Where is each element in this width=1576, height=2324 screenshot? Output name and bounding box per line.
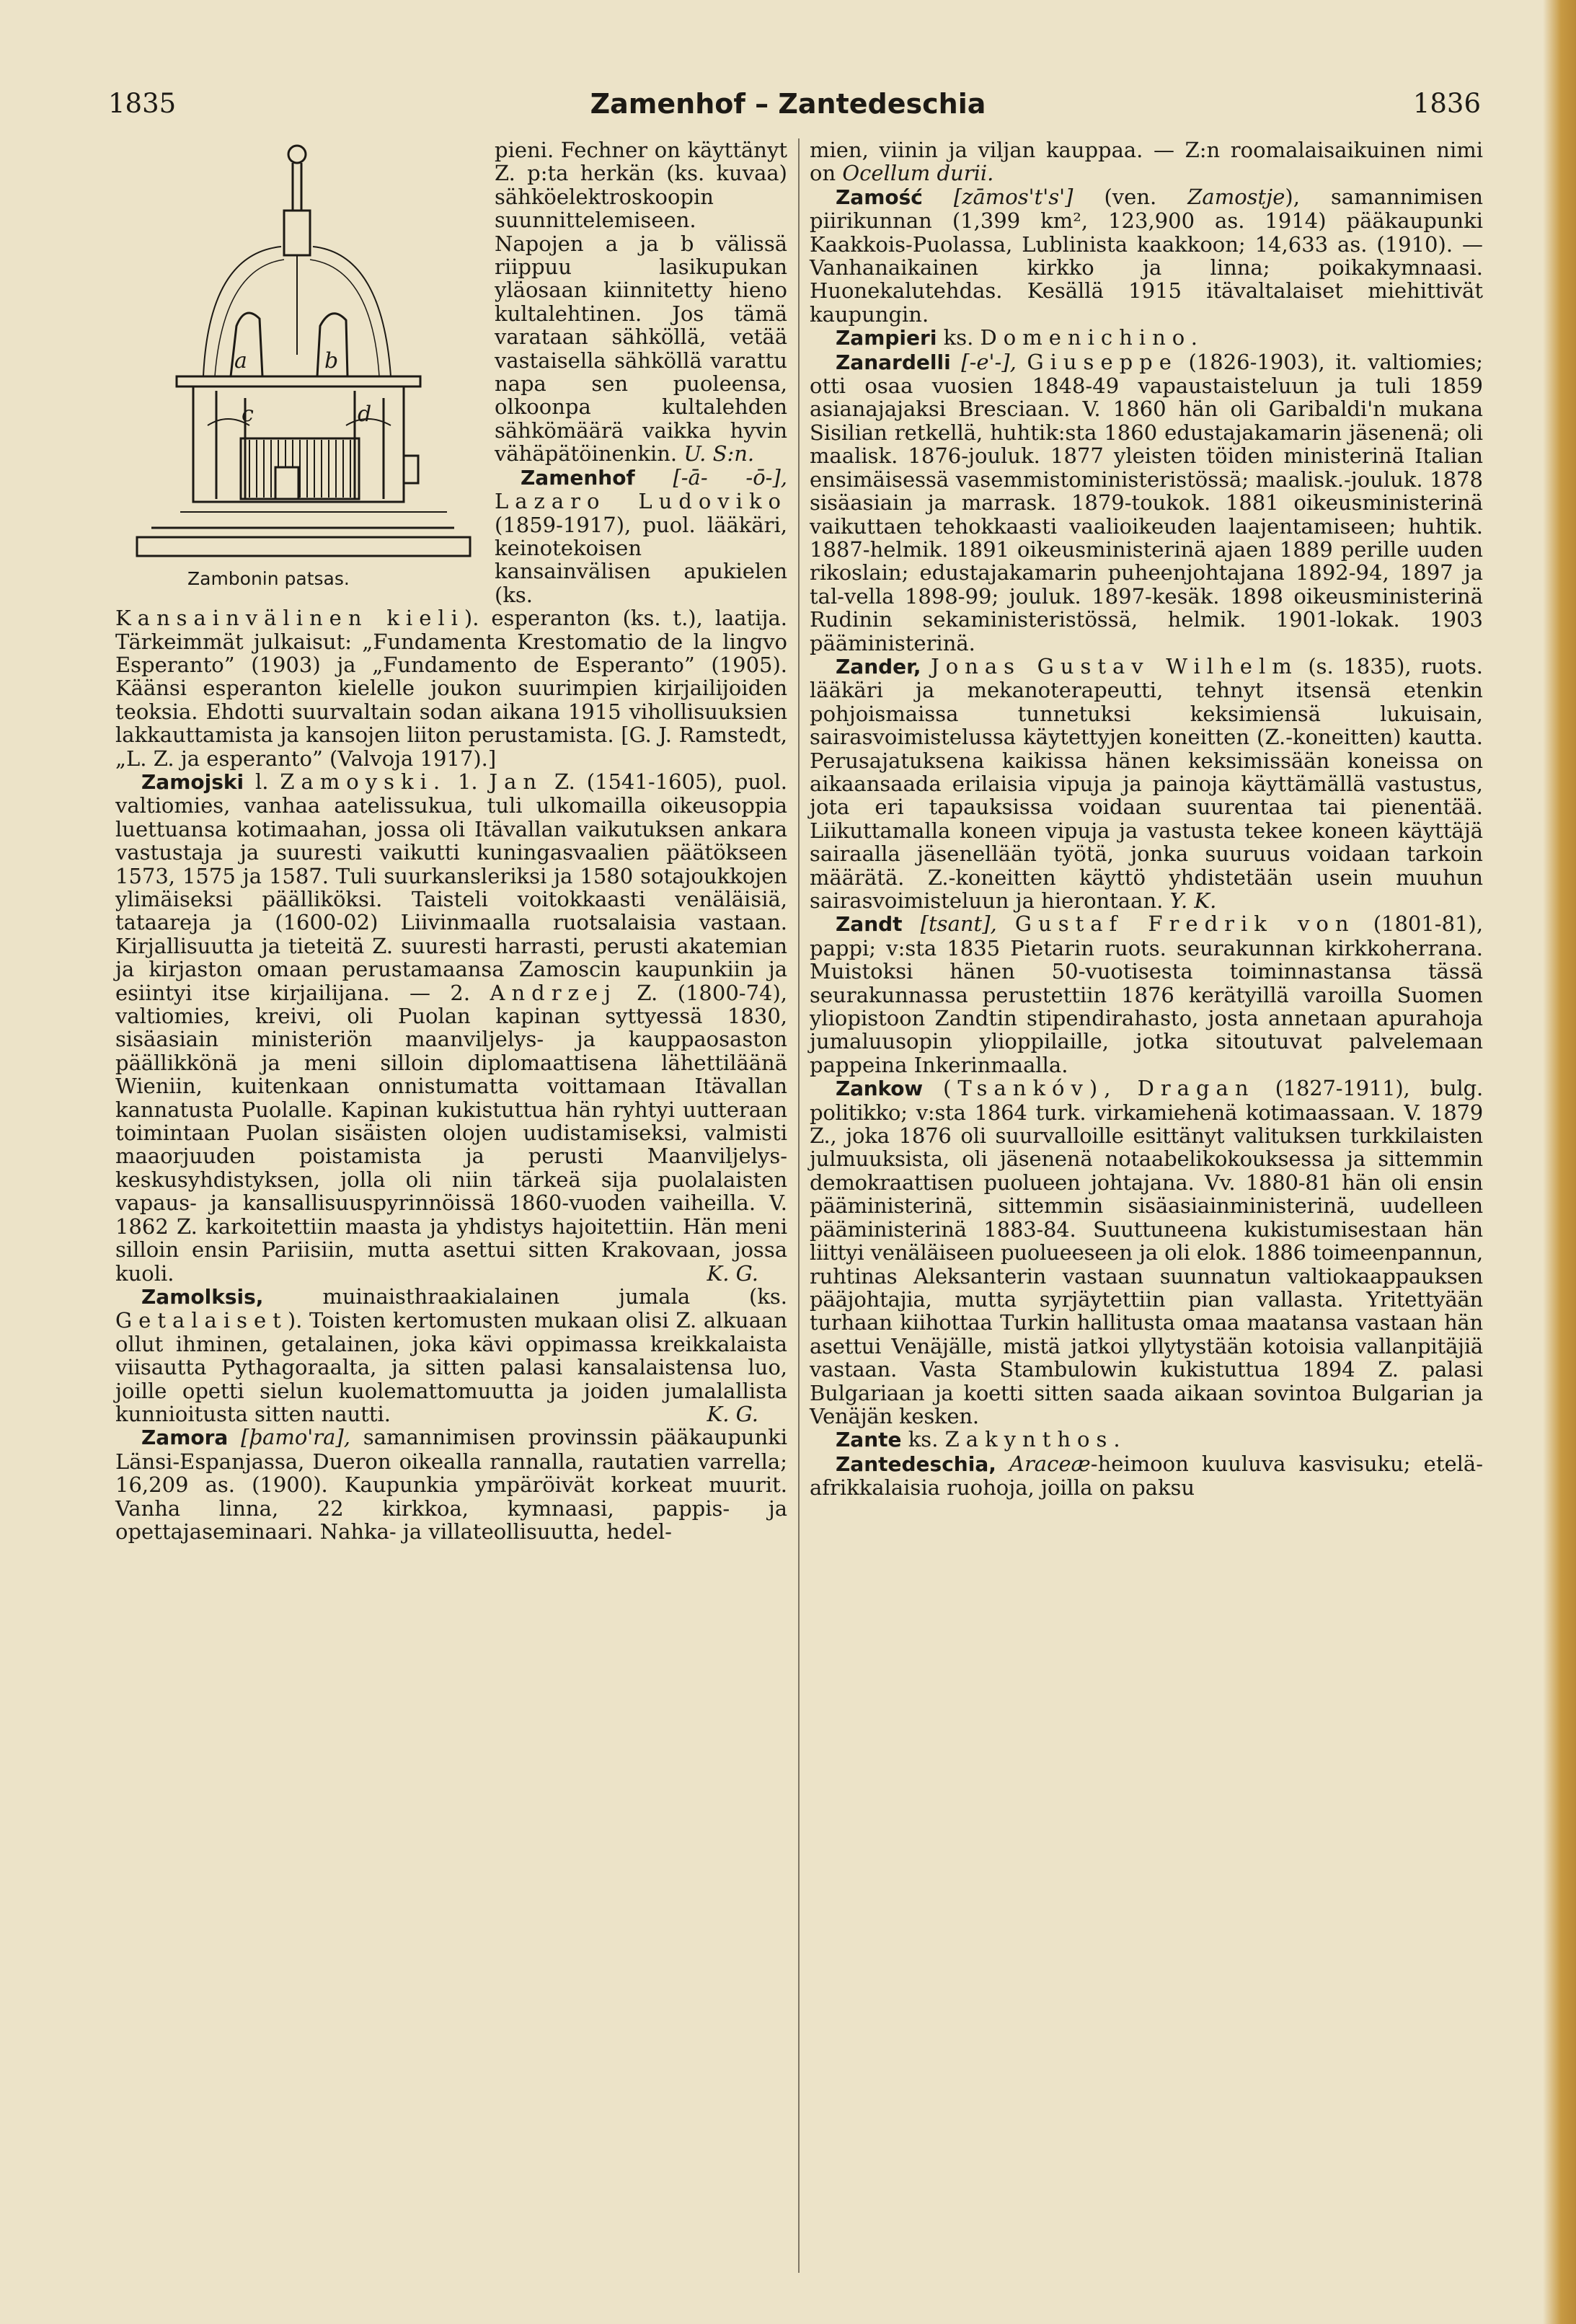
headword-zantedeschia: Zantedeschia, (836, 1452, 996, 1476)
zamolksis-reference: Getalaiset (115, 1308, 288, 1333)
zamolksis-signature: K. G. (707, 1401, 758, 1426)
zander-text: (s. 1835), ruots. lääkäri ja mekanoterapeutti, tehnyt itsensä etenkin pohjoismaissa tunnetuksi keksimiensä lukuisain, sairasvoimistelussa käytettyjen koneitten (Z.-koneitten) kautta. Perusajatuksena kaikissa hänen keksimissään koneissa on aikaansaada erilaisia vipuja ja painoja käyttämällä vastustus, jota eri tapauksissa voidaan suurentaa tai pienentää. Liikuttamalla koneen vipuja ja vastusta tekee koneen käyttäjä sairaalla jäsenellään työtä, jonka suuruus voidaan tarkoin määrätä. Z.-koneitten käyttö yhdistetään usein muuhun sairasvoimisteluun ja hierontaan. (810, 653, 1483, 913)
headword-zander: Zander, (836, 654, 921, 679)
headword-zante: Zante (836, 1428, 902, 1452)
headword-zamolksis: Zamolksis, (141, 1284, 264, 1309)
zamenhof-reference: Kansainvälinen kieli (115, 606, 464, 631)
zander-name: Jonas Gustav Wilhelm (931, 653, 1298, 679)
zante-see: ks. (908, 1427, 939, 1452)
zanardelli-text: (1826-1903), it. valtiomies; otti osaa vuosien 1848-49 vapaustaisteluun ja tuli 1859 asianajajaksi Bresciaan. V. 1860 hän oli Garibaldi'n mukana Sisilian retkellä, huhtik:sta 1860 edustajakamarin jäsenenä; oli maalisk. 1876-jouluk. 1877 yleisten töiden ministerinä Italian ensimäisessä vasemmistoministeristössä; maalisk.-jouluk. 1878 sisäasiain ja marrask. 1879-toukok. 1881 oikeusministerinä vaikuttaen tehokkaasti vaalioikeuden laajentamiseen; huhtik. 1887-helmik. 1891 oikeusministerinä ajaen 1889 perille uuden rikoslain; edustajakamarin puheenjohtajana 1892-94, 1897 ja tal-vella 1898-99; jouluk. 1897-kesäk. 1898 oikeusministerinä Rudinin sekaministeristössä, helmik. 1901-lokak. 1903 pääministerinä. (810, 349, 1483, 655)
zankow-variant: (Tsankóv), (943, 1076, 1117, 1101)
entry-zamora (115, 1426, 787, 1543)
figure-label-c: c (242, 402, 254, 427)
zamenhof-name: Lazaro Ludoviko (495, 489, 787, 514)
zamboni-pile-figure (108, 138, 484, 600)
zamosc-pronunciation: [zāmos't's'] (953, 184, 1073, 209)
entry-zamolksis (115, 1285, 787, 1426)
entry-zamora-continued (810, 138, 1483, 185)
zamenhof-text-1: (1859-1917), puol. lääkäri, keinotekoisen kansainvälisen apukielen (ks. (495, 512, 787, 607)
headword-zamenhof: Zamenhof (521, 465, 635, 490)
zamboni-signature: U. S:n. (683, 441, 755, 467)
headword-zanardelli: Zanardelli (836, 350, 951, 374)
left-column (115, 138, 787, 1543)
entry-zante (810, 1428, 1483, 1452)
figure-caption: Zambonin patsas. (187, 568, 350, 589)
zamenhof-pronunciation: [-ā- -ō-], (673, 464, 788, 490)
figure-label-b: b (324, 348, 339, 374)
zanardelli-pronunciation: [-e'-], (961, 349, 1017, 374)
zamojski-text-1: Z. (1541-1605), puol. valtiomies, vanhaa aatelissukua, tuli ulkomailla oikeusoppia luettuansa kotimaahan, jossa oli Itävallan vaikutuksen ankara vastustaja ja suuresti vaikutti kuningasvaalien päätökseen 1573, 1575 ja 1587. Tuli suurkansleriksi ja 1580 sotajoukkojen ylimäiseksi päälliköksi. Taisteli voitokkaasti venäläisiä, tataareja ja (1600-02) Liivinmaalla ruotsalaisia vastaan. Kirjallisuutta ja tieteitä Z. suuresti harrasti, perusti akatemian ja kirjaston omaan perustamaansa Zamoscin kaupunkiin ja esiintyi itse kirjailijana. — 2. (115, 769, 788, 1005)
entry-zandt (810, 912, 1483, 1077)
page-number-right: 1836 (1412, 88, 1481, 119)
zantedeschia-text: -heimoon kuuluva kasvisuku; etelä-afrikkalaisia ruohoja, joilla on paksu (810, 1451, 1484, 1501)
zamojski-signature: K. G. (707, 1260, 758, 1286)
headword-zampieri: Zampieri (836, 326, 937, 350)
page-number-left: 1835 (108, 88, 177, 119)
zamosc-russian-name: Zamostje (1187, 184, 1285, 209)
headword-zamojski: Zamojski (141, 769, 244, 794)
entry-zanardelli (810, 350, 1483, 655)
figure-label-a: a (234, 348, 247, 374)
zankow-name: Dragan (1137, 1076, 1255, 1101)
zandt-text: (1801-81), pappi; v:sta 1835 Pietarin ruots. seurakunnan kirkkoherrana. Muistoksi hänen 50-vuotisesta toiminnastansa tässä seurakunnassa perustettiin 1876 kerätyillä varoilla Suomen yliopistoon Zandtin stipendirahasto, josta annetaan apurahoja jumaluusopin ylioppilaille, jotka sitoutuvat palvelemaan pappeina Inkerinmaalla. (810, 911, 1484, 1077)
zante-reference: Zakynthos. (944, 1427, 1127, 1452)
zamojski-name-jan: Jan (489, 769, 544, 794)
zandt-pronunciation: [tsant], (920, 911, 997, 937)
zamojski-name-andrzej: Andrzej (490, 980, 617, 1005)
column-divider (798, 138, 800, 2273)
zamora-text: samannimisen provinssin pääkaupunki Länsi-Espanjassa, Dueron oikealla rannalla, rautatien varrella; 16,209 as. (1900). Kaupunkia ympäröivät korkeat muurit. Vanha linna, 22 kirkkoa, kymnaasi, pappis- ja opettajaseminaari. Nahka- ja villateollisuutta, hedel- (115, 1425, 788, 1544)
zamojski-or: l. (254, 769, 269, 794)
entry-zampieri (810, 326, 1483, 350)
zampieri-reference: Domenichino. (980, 325, 1204, 350)
headword-zamora: Zamora (141, 1426, 229, 1450)
zanardelli-name: Giuseppe (1027, 349, 1178, 374)
zamboni-pile-illustration (108, 138, 484, 571)
zankow-text: (1827-1911), bulg. politikko; v:sta 1864 turk. virkamiehenä kotimaassaan. V. 1879 Z., joka 1876 oli suurvalloille esittänyt valituksen turkkilaisten julmuuksista, oli jäsenenä notaabelikokouksessa ja sittemmin demokraattisen puolueen johtajana. Vv. 1880-81 hän oli ensin pääministerinä, sittemmin sisäasiainministerinä, uudelleen pääministerinä 1883-84. Suuttuneena kukistumisestaan hän liittyi venäläiseen puolueeseen ja oli elok. 1886 toimeenpannun, ruhtinas Aleksanterin vastaan suunnatun valtiokaappauksen pääjohtajia, mutta syrjäytettiin pian vallasta. Yritettyään turhaan kiihottaa Turkin hallitusta omaa maatansa vastaan hän asettui Venäjälle, mistä jatkoi yllytystään kotoisia vallanpitäjiä vastaan. Vasta Stambulowin kukistuttua 1894 Z. palasi Bulgariaan ja koetti sitten saada aikaan sovintoa Bulgarian ja Venäjän kesken. (810, 1076, 1483, 1428)
entry-zantedeschia (810, 1452, 1483, 1500)
zandt-name: Gustaf Fredrik von (1014, 911, 1355, 937)
zamojski-number-1: 1. (457, 769, 478, 794)
zamolksis-text-1: muinaisthraakialainen jumala (ks. (322, 1283, 788, 1309)
right-column (810, 138, 1483, 1500)
headword-zandt: Zandt (836, 912, 903, 937)
figure-label-d: d (358, 402, 372, 427)
entry-zamojski (115, 770, 787, 1285)
zamora-pronunciation: [þamo'ra], (241, 1425, 350, 1450)
zamenhof-text-2: ). esperanton (ks. t.), laatija. Tärkeimmät julkaisut: „Fundamenta Krestomatio de la lingvo Esperanto” (1903) ja „Fundamento de Esperanto” (1905). Käänsi esperanton kielelle joukon suurimpien kirjailijoiden teoksia. Ehdotti suurvaltain sodan aikana 1915 vihollisuuksien lakkauttamista ja kansojen liiton perustamista. [G. J. Ramstedt, „L. Z. ja esperanto” (Valvoja 1917).] (115, 606, 787, 771)
zamboni-text: pieni. Fechner on käyttänyt Z. p:ta herkän (ks. kuvaa) sähköelektroskoopin suunnittelemiseen. Napojen a ja b välissä riippuu lasikupukan yläosaan kiinnitetty hieno kultalehtinen. Jos tämä varataan sähköllä, vetää vastaisella sähköllä varattu napa sen puoleensa, olkoonpa kultalehden sähkömäärä vaikka hyvin vähäpätöinenkin. (495, 138, 787, 467)
zamolksis-text-2: ). Toisten kertomusten mukaan olisi Z. alkuaan ollut ihminen, getalainen, joka kävi oppimassa kreikkalaista viisautta Pythagoraalta, ja sitten palasi kansalaistensa luo, joille opetti sielun kuolemattomuutta ja joiden jumalallista kunnioitusta sitten nautti. (115, 1308, 787, 1426)
zamojski-variant: Zamoyski. (280, 769, 447, 794)
zamosc-text-1: (ven. (1104, 184, 1157, 209)
entry-zander (810, 655, 1483, 912)
zamora-latin-name: Ocellum durii. (842, 161, 994, 186)
zander-signature: Y. K. (1169, 888, 1217, 913)
entry-zamosc (810, 185, 1483, 326)
page-title: Zamenhof – Zantedeschia (590, 88, 986, 120)
entry-zankow (810, 1077, 1483, 1428)
headword-zankow: Zankow (836, 1077, 923, 1101)
zamosc-text-2: ), samannimisen piirikunnan (1,399 km², 123,900 as. 1914) pääkaupunki Kaakkois-Puolassa, Lublinista kaakkoon; 14,633 as. (1910). — Vanhanaikainen kirkko ja linna; poikakymnaasi. Huonekalutehdas. Kesällä 1915 itävaltalaiset miehittivät kaupungin. (810, 184, 1484, 327)
headword-zamosc: Zamość (836, 185, 923, 209)
zamojski-text-2: Z. (1800-74), valtiomies, kreivi, oli Puolan kapinan syttyessä 1830, sisäasiain ministeriön maanviljelys- ja kauppaosaston päällikkönä ja meni silloin diplomaattisena lähettiläänä Wieniin, kuitenkaan onnistumatta voittamaan Itävallan kannatusta Puolalle. Kapinan kukistuttua hän ryhtyi uutteraan toimintaan Puolan sisäisten olojen uudistamiseksi, valmisti maaorjuuden poistamista ja perusti Maanviljelys-keskusyhdistyksen, jolla oli niin tärkeä sija puolalaisten vapaus- ja kansallisuuspyrinnöissä 1860-vuoden vaiheilla. V. 1862 Z. karkoitettiin maasta ja yhdistys hajoitettiin. Hän meni silloin ensin Pariisiin, mutta asettui sitten Krakovaan, jossa kuoli. (115, 980, 788, 1286)
zampieri-see: ks. (943, 325, 974, 350)
zamora-continued-text: mien, viinin ja viljan kauppaa. — Z:n roomalaisaikuinen nimi on (810, 138, 1483, 186)
zantedeschia-family: Araceæ (1009, 1451, 1091, 1476)
